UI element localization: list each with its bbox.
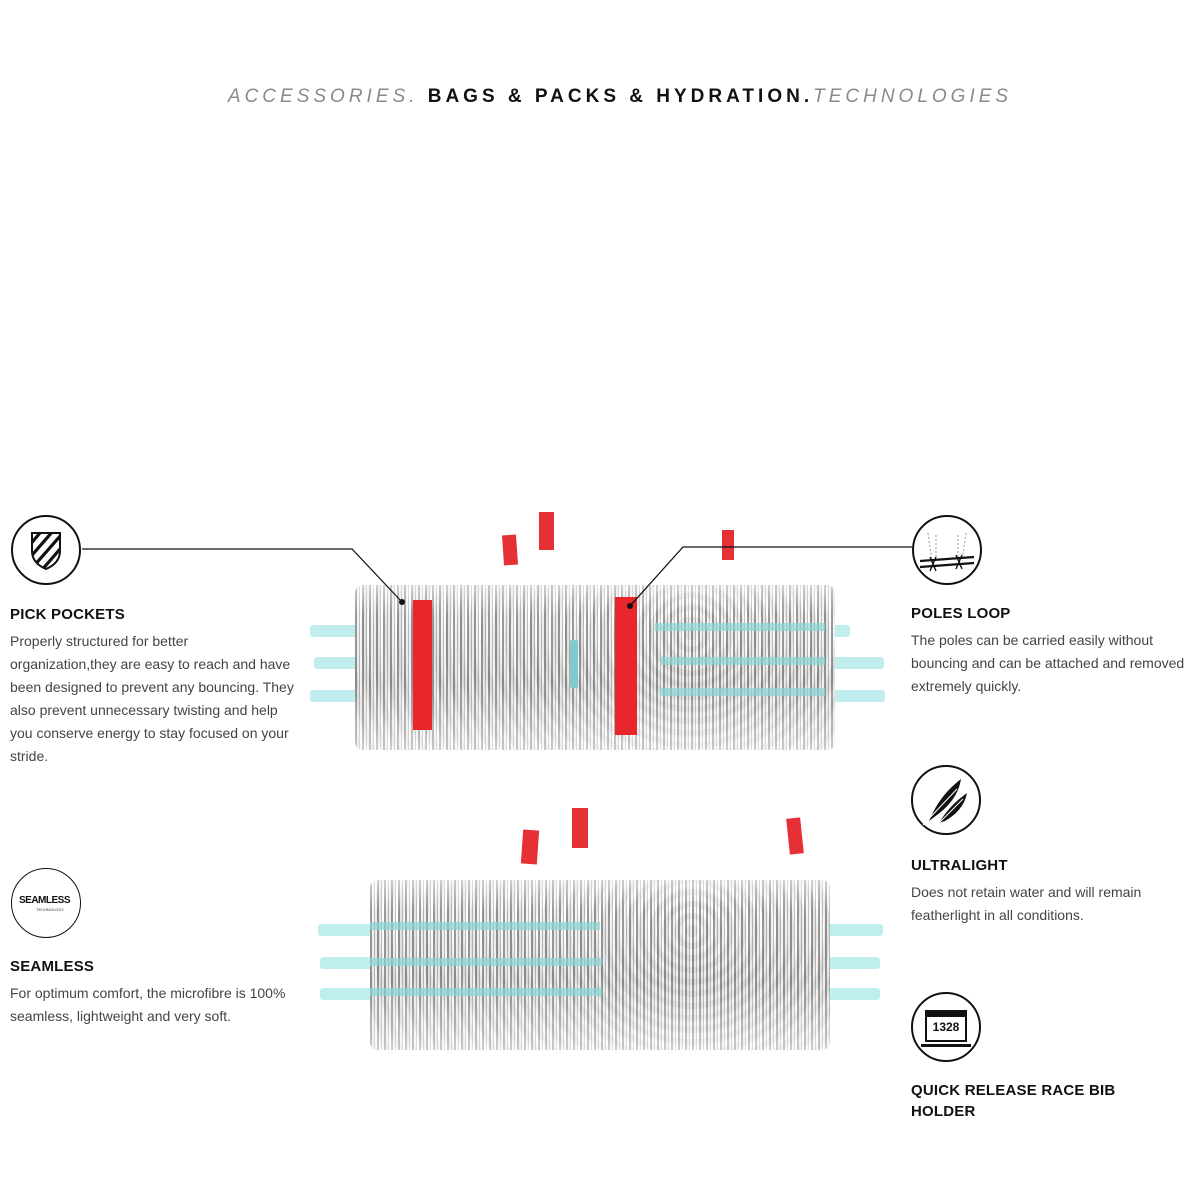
seamless-icon: [11, 868, 81, 938]
race-bib-icon: [911, 992, 981, 1062]
seamless-description: For optimum comfort, the microfibre is 100% seamless, lightweight and very soft.: [10, 985, 286, 1024]
seamless-icon-subtext: TECHNOLOGY: [36, 907, 65, 912]
ultralight-description: Does not retain water and will remain featherlight in all conditions.: [911, 884, 1142, 923]
pick-pockets-title: PICK POCKETS: [10, 606, 125, 623]
race-bib-title: QUICK RELEASE RACE BIB HOLDER: [911, 1082, 1116, 1120]
poles-loop-title: POLES LOOP: [911, 605, 1011, 622]
leader-line-pick-pockets: [82, 549, 402, 602]
ultralight-title: ULTRALIGHT: [911, 857, 1008, 874]
crumb-bags-packs-hydration[interactable]: BAGS & PACKS & HYDRATION.: [427, 86, 814, 107]
pick-pockets-description: Properly structured for better organization,they are easy to reach and have been designed to prevent any bouncing. They also prevent unnecessary twisting and help you conserve energy to stay focused on your stride.: [10, 633, 294, 764]
pick-pockets-icon: [11, 515, 81, 585]
seamless-title: SEAMLESS: [10, 958, 95, 975]
race-bib-number: 1328: [932, 1020, 960, 1034]
leader-dot: [627, 603, 633, 609]
crumb-technologies[interactable]: TECHNOLOGIES: [813, 86, 1013, 107]
leader-dot: [399, 599, 405, 605]
crumb-accessories[interactable]: ACCESSORIES.: [227, 86, 419, 107]
feature-ultralight: [911, 857, 1196, 927]
feature-seamless: [10, 958, 300, 1028]
leader-line-poles-loop: [630, 547, 912, 606]
poles-loop-description: The poles can be carried easily without bouncing and can be attached and removed extremely quickly.: [911, 632, 1185, 694]
feature-pick-pockets: [10, 606, 295, 768]
feature-poles-loop: [911, 605, 1196, 698]
poles-loop-icon: [912, 515, 982, 585]
feather-icon: [911, 765, 981, 835]
seamless-icon-text: SEAMLESS: [19, 895, 71, 906]
feature-race-bib: [911, 1080, 1131, 1122]
